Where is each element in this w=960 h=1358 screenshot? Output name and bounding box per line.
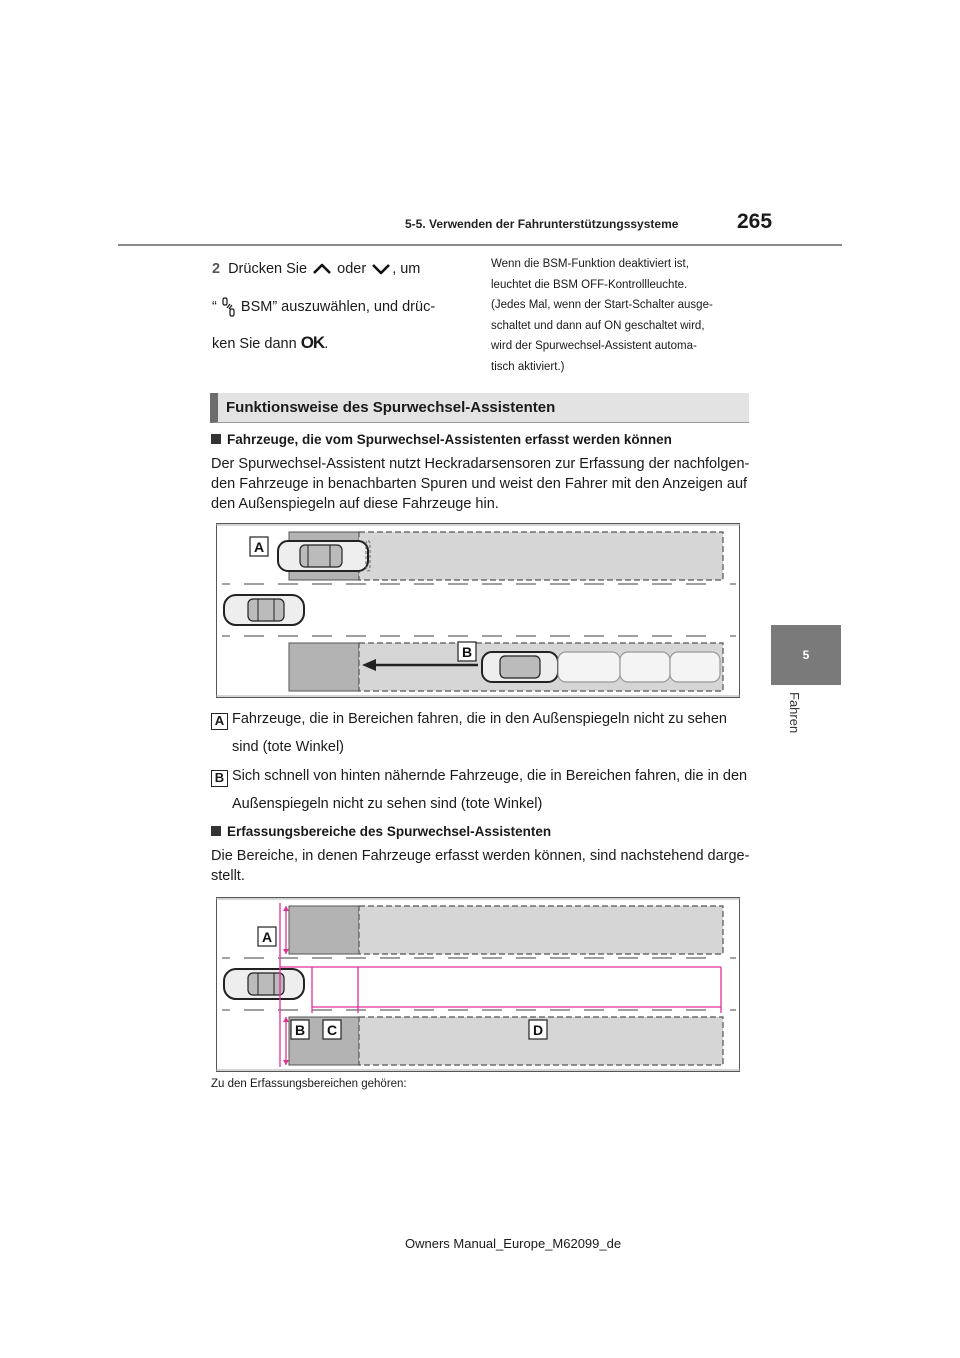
step-text: . xyxy=(324,336,329,352)
note-line: tisch aktiviert.) xyxy=(491,360,565,373)
note-block xyxy=(491,254,761,377)
section-title-text: Funktionsweise des Spurwechsel-Assistenten xyxy=(226,399,556,416)
step-text: BSM” auszuwählen, und drüc- xyxy=(240,298,436,315)
chevron-up-icon xyxy=(311,262,333,276)
subheading-text: Fahrzeuge, die vom Spurwechsel-Assistenten erfasst werden können xyxy=(227,432,672,447)
chapter-label: Fahren xyxy=(787,692,802,734)
caption: Zu den Erfassungsbereichen gehören: xyxy=(211,1078,407,1090)
step-text: “ xyxy=(212,298,217,315)
step-text: Drücken Sie xyxy=(228,261,308,277)
chapter-tab[interactable]: 5 xyxy=(771,625,841,685)
subheading-text: Erfassungsbereiche des Spurwechsel-Assistenten xyxy=(227,824,552,839)
label-d-box xyxy=(529,1020,547,1039)
paragraph-line: den Fahrzeuge in benachbarten Spuren und weist den Fahrer mit den Anzeigen auf xyxy=(211,476,748,492)
paragraph-line: den Außenspiegeln auf diese Fahrzeuge hin. xyxy=(211,496,499,512)
diagram-detected-vehicles xyxy=(216,523,740,698)
zone-b-dark xyxy=(289,643,359,691)
header-divider xyxy=(118,244,842,246)
car-ghost-icon xyxy=(558,652,720,682)
definition-text: Fahrzeuge, die in Bereichen fahren, die in den Außenspiegeln nicht zu sehen xyxy=(232,711,727,727)
note-line: (Jedes Mal, wenn der Start-Schalter ausge- xyxy=(491,299,713,311)
label-a: A xyxy=(253,539,265,555)
note-line: leuchtet die BSM OFF-Kontrollleuchte. xyxy=(491,278,688,291)
definition-b xyxy=(211,766,747,787)
ok-icon: OK xyxy=(300,333,325,352)
label-a-box xyxy=(258,927,276,946)
zone-a-light xyxy=(359,906,723,954)
step-2 xyxy=(212,262,462,352)
page-number: 265 xyxy=(737,210,773,233)
step-text: oder xyxy=(337,261,367,277)
step-number: 2 xyxy=(212,261,221,277)
car-icon xyxy=(482,652,558,682)
label-c: C xyxy=(326,1022,338,1038)
paragraph-line: Der Spurwechsel-Assistent nutzt Heckradarsensoren zur Erfassung der nachfolgen- xyxy=(211,456,750,472)
label-a-box xyxy=(250,537,268,556)
bullet-square-icon xyxy=(211,826,221,836)
definition-key: B xyxy=(211,770,228,787)
bullet-square-icon xyxy=(211,434,221,444)
note-line: wird der Spurwechsel-Assistent automa- xyxy=(491,340,697,352)
paragraph-1 xyxy=(211,454,771,514)
step-text: , um xyxy=(392,261,421,277)
paragraph-line: stellt. xyxy=(211,868,245,884)
step-line-3 xyxy=(212,334,328,352)
section-title xyxy=(210,393,749,423)
section-header: 5-5. Verwenden der Fahrunterstützungssysteme xyxy=(405,217,679,231)
diagram-detection-areas xyxy=(216,897,740,1072)
label-d: D xyxy=(532,1022,544,1038)
car-icon xyxy=(224,969,304,999)
definition-key: A xyxy=(211,713,228,730)
definition-b-cont: Außenspiegeln nicht zu sehen sind (tote Winkel) xyxy=(232,796,543,812)
car-icon xyxy=(278,541,368,571)
subheading-detected-vehicles xyxy=(211,432,672,447)
definition-text: Sich schnell von hinten nähernde Fahrzeuge, die in Bereichen fahren, die in den xyxy=(232,768,748,784)
label-b: B xyxy=(294,1022,306,1038)
zone-a-dark xyxy=(289,906,359,954)
label-b-box xyxy=(291,1020,309,1039)
step-line-2 xyxy=(212,297,435,317)
definition-a xyxy=(211,709,727,730)
chevron-down-icon xyxy=(370,262,392,276)
step-text: ken Sie dann xyxy=(212,336,297,352)
paragraph-2 xyxy=(211,846,771,886)
note-line: Wenn die BSM-Funktion deaktiviert ist, xyxy=(491,258,689,270)
zone-a-light xyxy=(359,532,723,580)
footer: Owners Manual_Europe_M62099_de xyxy=(405,1236,622,1251)
step-line-1 xyxy=(212,262,420,277)
definition-a-cont: sind (tote Winkel) xyxy=(232,739,345,755)
subheading-detection-areas xyxy=(211,824,551,839)
car-icon xyxy=(224,595,304,625)
note-line: schaltet und dann auf ON geschaltet wird, xyxy=(491,319,705,332)
label-c-box xyxy=(323,1020,341,1039)
label-b: B xyxy=(461,644,473,660)
label-a: A xyxy=(261,929,273,945)
label-b-box xyxy=(458,642,476,661)
bsm-icon xyxy=(221,297,237,317)
paragraph-line: Die Bereiche, in denen Fahrzeuge erfasst werden können, sind nachstehend darge- xyxy=(211,848,750,864)
